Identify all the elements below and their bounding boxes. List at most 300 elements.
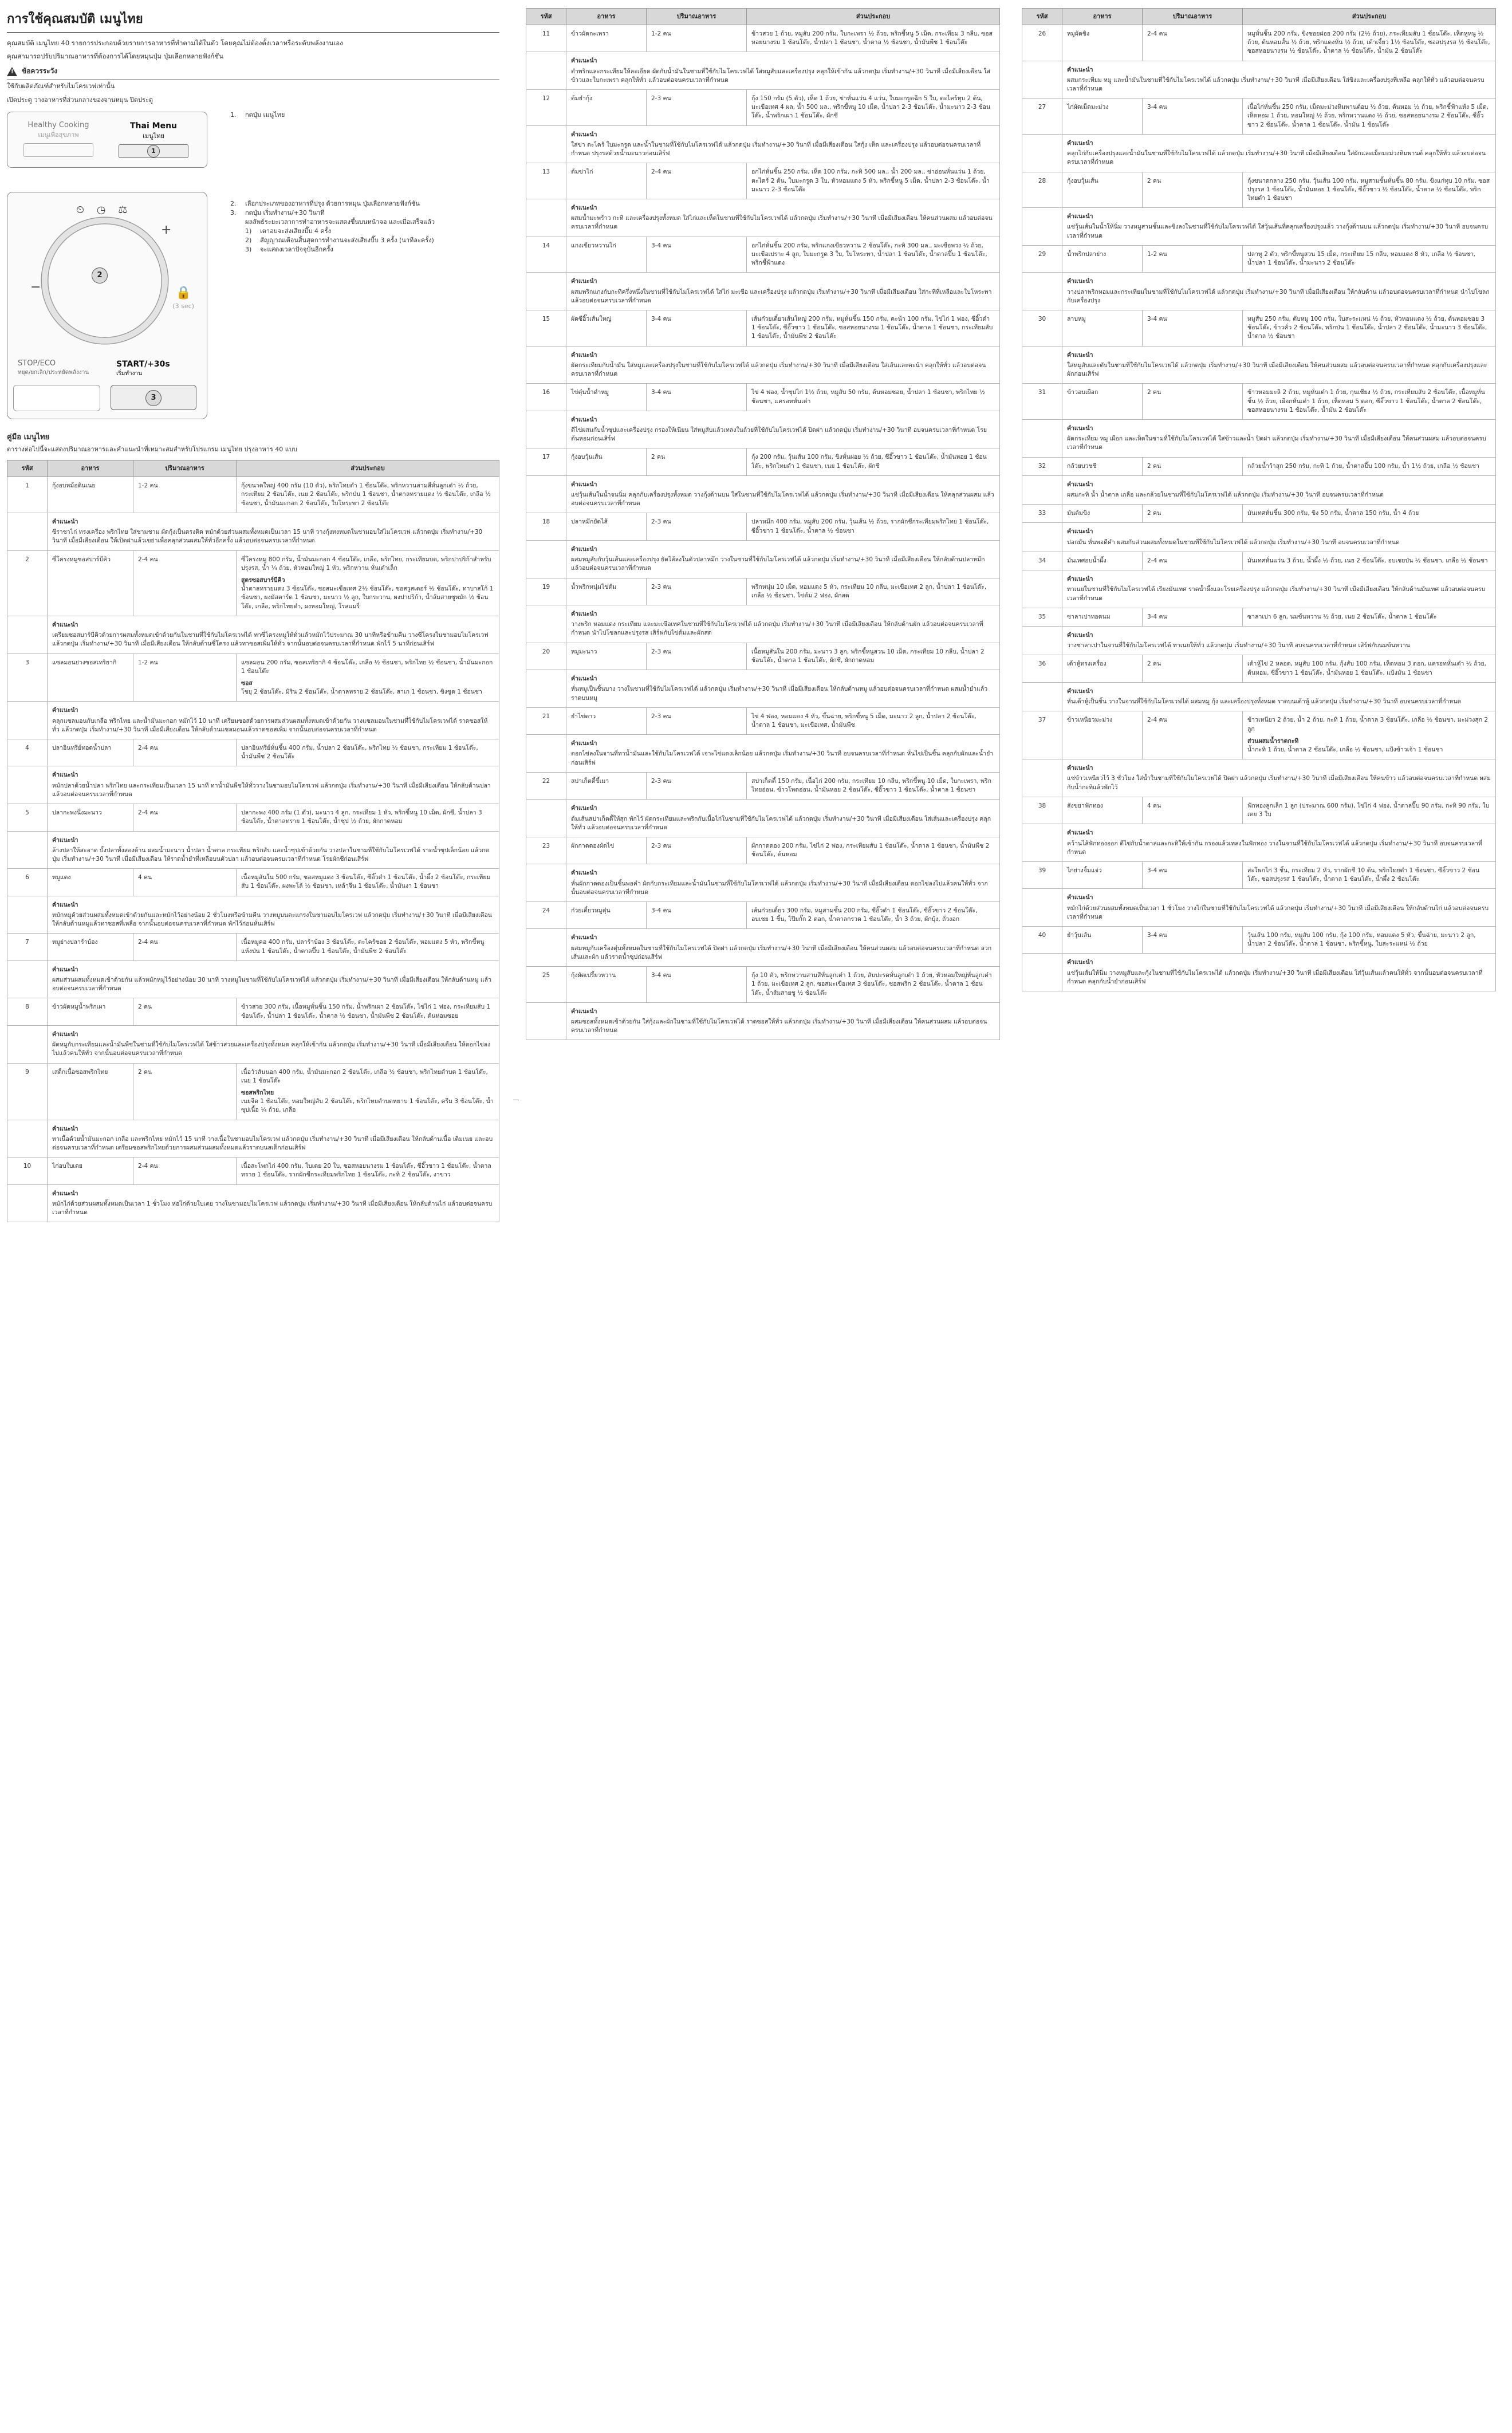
recipe-name: ต้มข่าไก่ xyxy=(566,163,647,199)
tip-text: ปอกมัน หั่นพอดีคำ ผสมกับส่วนผสมทั้งหมดในชามที่ใช้กับไมโครเวฟได้ แล้วกดปุ่ม เริ่มทำงาน/+30 วินาที อบจนครบเวลาที่กำหนด xyxy=(1067,538,1400,546)
table-row xyxy=(526,772,1000,799)
recipe-portion: 2 คน xyxy=(133,998,237,1025)
step-number: 1) xyxy=(245,227,252,235)
tip-row xyxy=(7,896,499,934)
ingredients-text: ข้าวหอมมะลิ 2 ถ้วย, หมูหั่นเต๋า 1 ถ้วย, กุนเชียง ½ ถ้วย, กระเทียมสับ 2 ช้อนโต๊ะ, เนื้อหมูหั่นชิ้น ½ ถ้วย, เผือกหั่นเต๋า 1 ถ้วย, เห็ดหอม 5 ดอก, ซีอิ๊วขาว 1 ช้อนโต๊ะ, น้ำตาล 2 ช้อนโต๊ะ, ซอสหอยนางรม 1 ช้อนโต๊ะ, น้ำมัน 2 ช้อนโต๊ะ xyxy=(1247,389,1485,414)
tip-spacer xyxy=(1022,682,1062,711)
tip-text: หมักหมูด้วยส่วนผสมทั้งหมดเข้าด้วยกันและหมักไว้อย่างน้อย 2 ชั่วโมงหรือข้ามคืน วางหมูบนตะแกรงในชามอบไมโครเวฟ แล้วกดปุ่ม เริ่มทำงาน/+30 วินาที เมื่อมีเสียงเตือน ให้กลับด้านหมูแล้วทาซอสที่เหลือ จากนั้นอบต่อจนครบเวลาที่กำหนด พักไว้ก่อนหั่นเสิร์ฟ xyxy=(52,911,492,928)
recipe-ingredients xyxy=(747,578,1000,605)
tip-row xyxy=(526,199,1000,237)
ingredients-subtext: เนยจืด 1 ช้อนโต๊ะ, หอมใหญ่สับ 2 ช้อนโต๊ะ, พริกไทยดำบดหยาบ 1 ช้อนโต๊ะ, ครีม 3 ช้อนโต๊ะ, น้ำซุปเนื้อ ¼ ถ้วย, เกลือ xyxy=(241,1098,494,1114)
minus-icon: − xyxy=(30,279,41,294)
tip-row xyxy=(1022,954,1496,991)
tip-text: ผสมกระเทียม หมู และน้ำมันในชามที่ใช้กับไมโครเวฟได้ แล้วกดปุ่ม เริ่มทำงาน/+30 วินาที เมื่อมีเสียงเตือน ใส่ขิงและเครื่องปรุงที่เหลือ คลุกให้ทั่ว แล้วอบต่อจนครบเวลาที่กำหนด xyxy=(1067,76,1485,93)
ingredients-text: ซาลาเปา 6 ลูก, นมข้นหวาน ½ ถ้วย, เนย 2 ช้อนโต๊ะ, น้ำตาล 1 ช้อนโต๊ะ xyxy=(1247,613,1437,620)
recipe-tip xyxy=(566,346,1000,384)
recipe-name: ยำวุ้นเส้น xyxy=(1062,927,1143,954)
recipe-name: ข้าวอบเผือก xyxy=(1062,384,1143,420)
recipe-ingredients xyxy=(1243,505,1496,523)
tip-spacer xyxy=(1022,273,1062,310)
table-row xyxy=(526,448,1000,475)
recipe-number: 40 xyxy=(1022,927,1062,954)
recipe-name: ข้าวผัดหมูน้ำพริกเผา xyxy=(48,998,133,1025)
recipe-name: ไก่อบใบเตย xyxy=(48,1158,133,1184)
tip-spacer xyxy=(7,702,48,739)
recipe-number: 31 xyxy=(1022,384,1062,420)
recipe-name: ก๋วยเตี๋ยวหมูตุ๋น xyxy=(566,902,647,929)
tip-row xyxy=(1022,208,1496,246)
tip-heading: คำแนะนำ xyxy=(571,351,597,359)
tip-text: ผสมหมูกับเครื่องตุ๋นทั้งหมดในชามที่ใช้กับไมโครเวฟได้ ปิดฝา แล้วกดปุ่ม เริ่มทำงาน/+30 วินาที เมื่อมีเสียงเตือน ให้คนส่วนผสม แล้วอบต่อจนครบเวลาที่กำหนด ลวกเส้นและผัก แล้วราดน้ำซุปก่อนเสิร์ฟ xyxy=(571,944,992,960)
tip-spacer xyxy=(526,540,566,578)
recipe-ingredients xyxy=(1243,711,1496,759)
tip-spacer xyxy=(7,1184,48,1222)
tip-row xyxy=(7,1184,499,1222)
recipe-ingredients xyxy=(1243,655,1496,682)
table-row xyxy=(1022,310,1496,346)
recipe-tip xyxy=(48,702,499,739)
table-row xyxy=(1022,99,1496,135)
tip-heading: คำแนะนำ xyxy=(571,545,597,553)
ingredients-text: เต้าหู้ไข่ 2 หลอด, หมูสับ 100 กรัม, กุ้งสับ 100 กรัม, เห็ดหอม 3 ดอก, แครอทหั่นเต๋า ½ ถ้วย, ต้นหอม, ซีอิ๊วขาว 1 ช้อนโต๊ะ, น้ำมันหอย 1 ช้อนโต๊ะ, แป้งมัน 1 ช้อนชา xyxy=(1247,660,1486,676)
lock-icon: 🔒 xyxy=(175,285,191,300)
recipe-ingredients xyxy=(747,513,1000,540)
tip-row xyxy=(526,125,1000,163)
tip-text: ผสมกะทิ น้ำ น้ำตาล เกลือ และกล้วยในชามที่ใช้กับไมโครเวฟได้ แล้วกดปุ่ม เริ่มทำงาน/+30 วินาที อบจนครบเวลาที่กำหนด xyxy=(1067,491,1384,499)
tip-spacer xyxy=(1022,759,1062,797)
recipe-tip xyxy=(1062,954,1496,991)
recipe-number: 12 xyxy=(526,90,566,126)
tip-text: ผสมพริกแกงกับกะทิครึ่งหนึ่งในชามที่ใช้กับไมโครเวฟได้ ใส่ไก่ มะเขือ และเครื่องปรุง แล้วกดปุ่ม เริ่มทำงาน/+30 วินาที เมื่อมีเสียงเตือน ใส่กะทิที่เหลือและใบโหระพา แล้วอบต่อจนครบเวลาที่กำหนด xyxy=(571,288,992,304)
recipe-portion: 3-4 คน xyxy=(1143,99,1243,135)
intro-block xyxy=(7,38,499,61)
start-label: START/+30s xyxy=(116,359,170,369)
ingredients-text: พริกหนุ่ม 10 เม็ด, หอมแดง 5 หัว, กระเทียม 10 กลีบ, มะเขือเทศ 2 ลูก, น้ำปลา 1 ช้อนโต๊ะ, เกลือ ½ ช้อนชา, ไข่ต้ม 2 ฟอง, ผักสด xyxy=(751,583,987,599)
recipe-name: หมูย่างปลาร้าบ้อง xyxy=(48,934,133,960)
thai-menu-button[interactable] xyxy=(119,144,188,158)
recipe-portion: 3-4 คน xyxy=(1143,861,1243,888)
table-row xyxy=(526,707,1000,734)
recipe-portion: 2-3 คน xyxy=(647,513,747,540)
tip-row xyxy=(1022,824,1496,862)
menu-table-3 xyxy=(1022,8,1496,991)
ingredients-text: เนื้อสะโพกไก่ 400 กรัม, ใบเตย 20 ใบ, ซอสหอยนางรม 1 ช้อนโต๊ะ, ซีอิ๊วขาว 1 ช้อนโต๊ะ, น้ำตาลทราย 1 ช้อนโต๊ะ, รากผักชีกระเทียมพริกไทย 1 ช้อนโต๊ะ, กะทิ 2 ช้อนโต๊ะ, งาขาว xyxy=(241,1163,491,1179)
tip-spacer xyxy=(1022,419,1062,457)
recipe-ingredients xyxy=(1243,99,1496,135)
tip-heading: คำแนะนำ xyxy=(571,611,597,617)
ingredients-text: สปาเก็ตตี้ 150 กรัม, เนื้อไก่ 200 กรัม, กระเทียม 10 กลีบ, พริกขี้หนู 10 เม็ด, ใบกะเพรา, พริกไทยอ่อน, ข้าวโพดอ่อน, น้ำมันหอย 2 ช้อนโต๊ะ, ซีอิ๊วขาว 1 ช้อนโต๊ะ, น้ำตาล 1 ช้อนชา xyxy=(751,777,991,794)
recipe-name: สปาเก็ตตี้ขี้เมา xyxy=(566,772,647,799)
recipe-number: 2 xyxy=(7,550,48,616)
recipe-number: 27 xyxy=(1022,99,1062,135)
ingredients-text: เส้นก๋วยเตี๋ยว 300 กรัม, หมูสามชั้น 200 กรัม, ซีอิ๊วดำ 1 ช้อนโต๊ะ, ซีอิ๊วขาว 2 ช้อนโต๊ะ, อบเชย 1 ชิ้น, โป๊ยกั๊ก 2 ดอก, น้ำตาลกรวด 1 ช้อนโต๊ะ, น้ำ 3 ถ้วย, ผักบุ้ง, ถั่วงอก xyxy=(751,907,978,923)
recipe-portion: 2-4 คน xyxy=(1143,25,1243,61)
caution-title: ข้อควรระวัง xyxy=(22,67,58,76)
recipe-portion: 2-4 คน xyxy=(133,934,237,960)
recipe-tip xyxy=(1062,627,1496,655)
tip-heading: คำแนะนำ xyxy=(1067,66,1093,73)
tip-heading: คำแนะนำ xyxy=(1067,829,1093,837)
thai-menu-sub: เมนูไทย xyxy=(143,132,164,140)
ingredients-text: ปลาหมึก 400 กรัม, หมูสับ 200 กรัม, วุ้นเส้น ½ ถ้วย, รากผักชีกระเทียมพริกไทย 1 ช้อนโต๊ะ, ซีอิ๊วขาว 1 ช้อนโต๊ะ, น้ำตาล ½ ช้อนชา xyxy=(751,518,989,534)
table-row xyxy=(7,934,499,960)
tip-text: ผัดกระเทียมกับน้ำมัน ใส่หมูและเครื่องปรุงในชามที่ใช้กับไมโครเวฟได้ แล้วกดปุ่ม เริ่มทำงาน/+30 วินาที เมื่อมีเสียงเตือน ใส่เส้นและคะน้า คลุกให้ทั่ว แล้วอบต่อจนครบเวลาที่กำหนด xyxy=(571,361,986,378)
recipe-number: 33 xyxy=(1022,505,1062,523)
tip-row xyxy=(1022,61,1496,99)
recipe-name: กุ้งอบหม้อดินเนย xyxy=(48,477,133,513)
table-row xyxy=(1022,25,1496,61)
recipe-tip xyxy=(566,199,1000,237)
tip-heading: คำแนะนำ xyxy=(1067,687,1093,695)
tip-row xyxy=(526,605,1000,643)
recipe-portion: 2 คน xyxy=(1143,172,1243,208)
recipe-portion: 2-3 คน xyxy=(647,643,747,670)
table-row xyxy=(526,967,1000,1003)
recipe-name: เต้าหู้ทรงเครื่อง xyxy=(1062,655,1143,682)
tip-text: แช่วุ้นเส้นในน้ำจนนิ่ม คลุกกับเครื่องปรุงทั้งหมด วางกุ้งด้านบน ใส่ในชามที่ใช้กับไมโครเวฟได้ แล้วกดปุ่ม เริ่มทำงาน/+30 วินาที เมื่อมีเสียงเตือน ให้คลุกส่วนผสม แล้วอบต่อจนครบเวลาที่กำหนด xyxy=(571,491,994,507)
tip-row xyxy=(1022,570,1496,608)
tip-text: หั่นผักกาดดองเป็นชิ้นพอคำ ผัดกับกระเทียมและน้ำมันในชามที่ใช้กับไมโครเวฟได้ แล้วกดปุ่ม เริ่มทำงาน/+30 วินาที เมื่อมีเสียงเตือน ตอกไข่ลงไปแล้วคนให้ทั่ว จากนั้นอบต่อจนครบเวลาที่กำหนด xyxy=(571,880,988,896)
tip-row xyxy=(526,864,1000,902)
recipe-number: 35 xyxy=(1022,608,1062,626)
tip-heading: คำแนะนำ xyxy=(52,901,78,908)
recipe-ingredients xyxy=(237,653,499,702)
recipe-ingredients xyxy=(1243,457,1496,475)
recipe-ingredients xyxy=(747,837,1000,864)
manual-intro: ตารางต่อไปนี้จะแสดงปริมาณอาหารและคำแนะนำที่เหมาะสมสำหรับโปรแกรม เมนูไทย ปรุงอาหาร 40 แบบ xyxy=(7,446,297,454)
recipe-tip xyxy=(48,831,499,869)
tip-spacer xyxy=(1022,627,1062,655)
warning-icon xyxy=(7,67,17,76)
ingredients-subheading: ซอสพริกไทย xyxy=(241,1089,274,1096)
ingredients-subtext: โชยุ 2 ช้อนโต๊ะ, มิริน 2 ช้อนโต๊ะ, น้ำตาลทราย 2 ช้อนโต๊ะ, สาเก 1 ช้อนชา, ขิงขูด 1 ช้อนชา xyxy=(241,688,482,696)
recipe-ingredients xyxy=(1243,797,1496,824)
tip-heading: คำแนะนำ xyxy=(52,771,78,779)
tip-heading: คำแนะนำ xyxy=(571,805,597,812)
tip-heading: คำแนะนำ xyxy=(1067,894,1093,901)
ingredients-text: กุ้ง 150 กรัม (5 ตัว), เห็ด 1 ถ้วย, ข่าหั่นแว่น 4 แว่น, ใบมะกรูดฉีก 5 ใบ, ตะไคร้ทุบ 2 ต้น, มะเขือเทศ 4 ผล, น้ำ 500 มล., พริกขี้หนู 10 เม็ด, น้ำปลา 2-3 ช้อนโต๊ะ, น้ำมะนาว 2-3 ช้อนโต๊ะ, น้ำพริกเผา 1 ช้อนโต๊ะ, ผักชี xyxy=(751,95,991,120)
manual-title: คู่มือ เมนูไทย xyxy=(7,432,50,442)
tip-text: วางพริก หอมแดง กระเทียม และมะเขือเทศในชามที่ใช้กับไมโครเวฟได้ แล้วกดปุ่ม เริ่มทำงาน/+30 วินาที เมื่อมีเสียงเตือน ให้กลับด้านผัก แล้วอบต่อจนครบเวลาที่กำหนด นำไปโขลกและปรุงรส เสิร์ฟกับไข่ต้มและผักสด xyxy=(571,621,983,637)
header-portion: ปริมาณอาหาร xyxy=(133,460,237,477)
tip-spacer xyxy=(1022,824,1062,862)
tip-heading: คำแนะนำ xyxy=(52,966,78,973)
recipe-portion: 3-4 คน xyxy=(1143,927,1243,954)
recipe-tip xyxy=(48,1025,499,1063)
ingredients-text: ฟักทองลูกเล็ก 1 ลูก (ประมาณ 600 กรัม), ไข่ไก่ 4 ฟอง, น้ำตาลปี๊บ 90 กรัม, กะทิ 90 กรัม, ใบเตย 3 ใบ xyxy=(1247,802,1490,818)
tip-text: ผสมส่วนผสมทั้งหมดเข้าด้วยกัน แล้วหมักหมูไว้อย่างน้อย 30 นาที วางหมูในชามที่ใช้กับไมโครเวฟได้ แล้วกดปุ่ม เริ่มทำงาน/+30 วินาที เมื่อมีเสียงเตือน ให้กลับด้านหมู แล้วอบต่อจนครบเวลาที่กำหนด xyxy=(52,976,491,993)
recipe-ingredients xyxy=(1243,310,1496,346)
table-row xyxy=(7,653,499,702)
recipe-tip xyxy=(566,540,1000,578)
ingredients-text: สะโพกไก่ 3 ชิ้น, กระเทียม 2 หัว, รากผักชี 10 ต้น, พริกไทยดำ 1 ช้อนชา, ซีอิ๊วขาว 2 ช้อนโต๊ะ, ซอสปรุงรส 1 ช้อนโต๊ะ, น้ำตาล 1 ช้อนโต๊ะ, น้ำผึ้ง 2 ช้อนโต๊ะ xyxy=(1247,867,1480,883)
recipe-ingredients xyxy=(237,934,499,960)
ingredients-text: ข้าวสวย 300 กรัม, เนื้อหมูหั่นชิ้น 150 กรัม, น้ำพริกเผา 2 ช้อนโต๊ะ, ไข่ไก่ 1 ฟอง, กระเทียมสับ 1 ช้อนโต๊ะ, น้ำปลา 1 ช้อนโต๊ะ, น้ำตาล ½ ช้อนชา, น้ำมันพืช 2 ช้อนโต๊ะ, ต้นหอมซอย xyxy=(241,1003,491,1019)
table-row xyxy=(7,1063,499,1120)
recipe-ingredients xyxy=(237,739,499,766)
multi-function-dial[interactable] xyxy=(42,218,168,344)
tip-heading: คำแนะนำ xyxy=(1067,576,1093,583)
recipe-tip xyxy=(48,960,499,998)
tip-text: ทาเนื้อด้วยน้ำมันมะกอก เกลือ และพริกไทย หมักไว้ 15 นาที วางเนื้อในชามอบไมโครเวฟ แล้วกดปุ่ม เริ่มทำงาน/+30 วินาที เมื่อมีเสียงเตือน ให้กลับด้านเนื้อ เติมเนย และอบต่อจนครบเวลาที่กำหนด เตรียมซอสพริกไทยด้วยการผสมส่วนผสมทั้งหมดแล้วราดบนสเต็กก่อนเสิร์ฟ xyxy=(52,1135,493,1152)
tip-heading: คำแนะนำ xyxy=(571,934,597,942)
recipe-name: ลาบหมู xyxy=(1062,310,1143,346)
header-no: รหัส xyxy=(7,460,48,477)
recipe-portion: 1-2 คน xyxy=(1143,245,1243,272)
recipe-portion: 3-4 คน xyxy=(647,967,747,1003)
recipe-portion: 2-4 คน xyxy=(1143,552,1243,570)
recipe-portion: 2 คน xyxy=(133,1063,237,1120)
recipe-tip xyxy=(1062,475,1496,504)
table-row xyxy=(1022,608,1496,626)
healthy-cooking-button[interactable] xyxy=(23,143,93,157)
recipe-ingredients xyxy=(237,1158,499,1184)
recipe-tip xyxy=(48,766,499,804)
recipe-ingredients xyxy=(1243,861,1496,888)
recipe-number: 8 xyxy=(7,998,48,1025)
recipe-ingredients xyxy=(237,1063,499,1120)
tip-text: ตำพริกและกระเทียมให้ละเอียด ผัดกับน้ำมันในชามที่ใช้กับไมโครเวฟได้ ใส่หมูสับและเครื่องปรุง คลุกให้เข้ากัน แล้วกดปุ่ม เริ่มทำงาน/+30 วินาที เมื่อมีเสียงเตือน ใส่ข้าวและใบกะเพรา คลุกให้ทั่ว แล้วอบต่อจนครบเวลาที่กำหนด xyxy=(571,68,991,84)
tip-spacer xyxy=(526,346,566,384)
tip-row xyxy=(526,540,1000,578)
tip-spacer xyxy=(1022,134,1062,172)
recipe-number: 15 xyxy=(526,310,566,346)
header-no: รหัส xyxy=(1022,9,1062,25)
recipe-portion: 2-4 คน xyxy=(1143,711,1243,759)
start-sub: เริ่มทำงาน xyxy=(116,370,142,377)
ingredients-text: เนื้อหมูสันใน 500 กรัม, ซอสหมูแดง 3 ช้อนโต๊ะ, ซีอิ๊วดำ 1 ช้อนโต๊ะ, น้ำผึ้ง 2 ช้อนโต๊ะ, กระเทียมสับ 1 ช้อนโต๊ะ, ผงพะโล้ ½ ช้อนชา, เหล้าจีน 1 ช้อนโต๊ะ, น้ำมันงา 1 ช้อนชา xyxy=(241,874,491,890)
tip-row xyxy=(1022,627,1496,655)
recipe-number: 18 xyxy=(526,513,566,540)
recipe-ingredients xyxy=(747,384,1000,411)
ingredients-text: เนื้อวัวสันนอก 400 กรัม, น้ำมันมะกอก 2 ช้อนโต๊ะ, เกลือ ½ ช้อนชา, พริกไทยดำบด 1 ช้อนโต๊ะ, เนย 1 ช้อนโต๊ะ xyxy=(241,1068,488,1084)
tip-spacer xyxy=(526,199,566,237)
recipe-ingredients xyxy=(1243,608,1496,626)
step-item xyxy=(230,111,494,120)
recipe-portion: 3-4 คน xyxy=(647,902,747,929)
recipe-tip xyxy=(1062,889,1496,927)
start-button[interactable] xyxy=(111,385,196,410)
menu-table-1 xyxy=(7,460,499,1222)
table-header-row xyxy=(526,9,1000,25)
recipe-portion: 2-4 คน xyxy=(647,163,747,199)
recipe-ingredients xyxy=(747,90,1000,126)
table-row xyxy=(526,513,1000,540)
recipe-number: 19 xyxy=(526,578,566,605)
tip-row xyxy=(7,1025,499,1063)
ingredients-text: กุ้ง 10 ตัว, พริกหวานสามสีหั่นลูกเต๋า 1 ถ้วย, สับปะรดหั่นลูกเต๋า 1 ถ้วย, หัวหอมใหญ่หั่นลูกเต๋า 1 ถ้วย, มะเขือเทศ 2 ลูก, ซอสมะเขือเทศ 3 ช้อนโต๊ะ, ซอสพริก 2 ช้อนโต๊ะ, น้ำตาล 1 ช้อนโต๊ะ, น้ำส้มสายชู ½ ช้อนโต๊ะ xyxy=(751,972,992,997)
recipe-portion: 2-3 คน xyxy=(647,578,747,605)
tip-spacer xyxy=(1022,475,1062,504)
recipe-ingredients xyxy=(237,804,499,831)
tip-text: ซีราชาไก่ ทรงเครื่อง พริกไทย ใส่ชามชาม ผัดกุ้งเป็นตรงติด หมักด้วยส่วนผสมทั้งหมดเป็นเวลา 15 นาที วางกุ้งทงหมดในชามอบใส่ไมโครเวฟ แล้วกดปุ่ม เริ่มทำงาน/+30 วินาที เมื่อมีเสียงเตือน ให้เปิดฝาแล้วเขย่าเพื่อคลุกส่วนผสมให้ทั่วอีกครั้ง แล้วอบต่อจนครบเวลาที่กำหนด xyxy=(52,529,483,545)
tip-spacer xyxy=(1022,889,1062,927)
recipe-number: 9 xyxy=(7,1063,48,1120)
table-row xyxy=(7,550,499,616)
ingredients-text: ข้าวสวย 1 ถ้วย, หมูสับ 200 กรัม, ใบกะเพรา ½ ถ้วย, พริกขี้หนู 5 เม็ด, กระเทียม 3 กลีบ, ซอสหอยนางรม 1 ช้อนโต๊ะ, น้ำปลา 1 ช้อนชา, น้ำตาล ½ ช้อนชา, น้ำมันพืช 1 ช้อนโต๊ะ xyxy=(751,30,993,46)
recipe-portion: 2-3 คน xyxy=(647,707,747,734)
ingredients-subheading: ส่วนผสมน้ำราดกะทิ xyxy=(1247,737,1299,745)
healthy-cooking-sub: เมนูเพื่อสุขภาพ xyxy=(38,131,79,139)
recipe-ingredients xyxy=(237,998,499,1025)
header-food: อาหาร xyxy=(1062,9,1143,25)
tip-heading: คำแนะนำ xyxy=(1067,213,1093,221)
healthy-cooking-label: Healthy Cooking xyxy=(27,120,89,129)
tip-spacer xyxy=(526,605,566,643)
ingredients-text: ไข่ 4 ฟอง, หอมแดง 4 หัว, ขึ้นฉ่าย, พริกขี้หนู 5 เม็ด, มะนาว 2 ลูก, น้ำปลา 2 ช้อนโต๊ะ, น้ำตาล 1 ช้อนชา, มะเขือเทศ, น้ำมันพืช xyxy=(751,712,976,729)
header-ingredients: ส่วนประกอบ xyxy=(747,9,1000,25)
tip-heading: คำแนะนำ xyxy=(571,675,597,683)
tip-heading: คำแนะนำ xyxy=(52,836,78,844)
tip-text: ตีไข่ผสมกับน้ำซุปและเครื่องปรุง กรองให้เนียน ใส่หมูสับแล้วเทลงในถ้วยที่ใช้กับไมโครเวฟได้ ปิดฝา แล้วกดปุ่ม เริ่มทำงาน/+30 วินาที อบจนครบเวลาที่กำหนด โรยต้นหอมก่อนเสิร์ฟ xyxy=(571,426,987,443)
step-text: จะแสดงเวลาปัจจุบันอีกครั้ง xyxy=(260,246,333,254)
recipe-name: กุ้งอบวุ้นเส้น xyxy=(566,448,647,475)
tip-text: หั่นเต้าหู้เป็นชิ้น วางในจานที่ใช้กับไมโครเวฟได้ ผสมหมู กุ้ง และเครื่องปรุงทั้งหมด ราดบนเต้าหู้ แล้วกดปุ่ม เริ่มทำงาน/+30 วินาที อบจนครบเวลาที่กำหนด xyxy=(1067,698,1462,706)
tip-heading: คำแนะนำ xyxy=(1067,278,1093,285)
ingredients-text: อกไก่หั่นชิ้น 200 กรัม, พริกแกงเขียวหวาน 2 ช้อนโต๊ะ, กะทิ 300 มล., มะเขือพวง ½ ถ้วย, มะเขือเปราะ 4 ลูก, ใบมะกรูด 3 ใบ, ใบโหระพา, น้ำปลา 1 ช้อนโต๊ะ, น้ำตาลปี๊บ 1 ช้อนโต๊ะ, พริกชี้ฟ้าแดง xyxy=(751,242,987,267)
ingredients-text: หมูหั่นชิ้น 200 กรัม, ขิงซอยฝอย 200 กรัม (2½ ถ้วย), กระเทียมสับ 1 ช้อนโต๊ะ, เห็ดหูหนู ½ ถ้วย, ต้นหอมสั้น ½ ถ้วย, พริกแดงหั่น ½ ถ้วย, เต้าเจี้ยว 1½ ช้อนโต๊ะ, ซอสปรุงรส ½ ช้อนโต๊ะ, ซอสหอยนางรม ½ ช้อนโต๊ะ, น้ำตาล ½ ช้อนโต๊ะ, น้ำมัน 2 ช้อนโต๊ะ xyxy=(1247,30,1490,55)
step-item xyxy=(230,227,494,236)
tip-spacer xyxy=(7,960,48,998)
recipe-ingredients xyxy=(1243,552,1496,570)
recipe-tip xyxy=(566,735,1000,773)
recipe-tip xyxy=(566,605,1000,643)
tip-heading: คำแนะนำ xyxy=(571,57,597,65)
table-row xyxy=(526,90,1000,126)
recipe-name: ไก่ผัดเม็ดมะม่วง xyxy=(1062,99,1143,135)
recipe-tip xyxy=(1062,824,1496,862)
recipe-ingredients xyxy=(747,237,1000,273)
tip-row xyxy=(7,831,499,869)
mode-selector-panel xyxy=(7,112,207,168)
step-number: 3. xyxy=(230,209,237,217)
recipe-number: 17 xyxy=(526,448,566,475)
recipe-portion: 3-4 คน xyxy=(647,384,747,411)
recipe-tip xyxy=(566,1002,1000,1040)
recipe-portion: 3-4 คน xyxy=(647,237,747,273)
tip-row xyxy=(1022,889,1496,927)
recipe-name: ข้าวเหนียวมะม่วง xyxy=(1062,711,1143,759)
tip-spacer xyxy=(526,411,566,448)
tip-text: ล้างปลาให้สะอาด บั้งปลาทั้งสองด้าน ผสมน้ำมะนาว น้ำปลา น้ำตาล กระเทียม พริกสับ และน้ำซุปเข้าด้วยกัน วางปลาในชามที่ใช้กับไมโครเวฟได้ ราดน้ำซุปเล็กน้อย แล้วกดปุ่ม เริ่มทำงาน/+30 วินาที เมื่อมีเสียงเตือน ให้ราดน้ำยำที่เหลือบนตัวปลา แล้วอบต่อจนครบเวลาที่กำหนด โรยผักชีก่อนเสิร์ฟ xyxy=(52,847,490,863)
tip-text: เตรียมซอสบาร์บีคิวด้วยการผสมทั้งหมดเข้าด้วยกันในชามที่ใช้กับไมโครเวฟได้ ทาซี่โครงหมูให้ทั่วแล้วหมักไว้ประมาณ 30 นาทีหรือข้ามคืน วางซี่โครงในชามอบไมโครเวฟ แล้วกดปุ่ม เริ่มทำงาน/+30 วินาที เมื่อมีเสียงเตือน ให้กลับด้านซี่โครง แล้วทาซอสเพิ่มให้ทั่ว จากนั้นอบต่อจนครบเวลาที่กำหนด พักไว้ 5 นาทีก่อนเสิร์ฟ xyxy=(52,632,489,648)
recipe-ingredients xyxy=(747,967,1000,1003)
tip-spacer xyxy=(526,475,566,513)
recipe-name: ปลาหมึกยัดไส้ xyxy=(566,513,647,540)
header-food: อาหาร xyxy=(566,9,647,25)
recipe-name: กุ้งผัดเปรี้ยวหวาน xyxy=(566,967,647,1003)
stop-eco-button[interactable] xyxy=(13,385,100,411)
step-item xyxy=(230,199,494,208)
recipe-portion: 2-4 คน xyxy=(133,804,237,831)
recipe-ingredients xyxy=(747,163,1000,199)
recipe-name: ผักกาดดองผัดไข่ xyxy=(566,837,647,864)
recipe-name: กล้วยบวชชี xyxy=(1062,457,1143,475)
tip-row xyxy=(1022,134,1496,172)
ingredients-text: ไข่ 4 ฟอง, น้ำซุปไก่ 1½ ถ้วย, หมูสับ 50 กรัม, ต้นหอมซอย, น้ำปลา 1 ช้อนชา, พริกไทย ½ ช้อนชา, แครอทหั่นเต๋า xyxy=(751,389,985,405)
ingredients-text: วุ้นเส้น 100 กรัม, หมูสับ 100 กรัม, กุ้ง 100 กรัม, หอมแดง 5 หัว, ขึ้นฉ่าย, มะนาว 2 ลูก, น้ำปลา 2 ช้อนโต๊ะ, น้ำตาล 1 ช้อนชา, พริกขี้หนู, ใบสะระแหน่ ½ ถ้วย xyxy=(1247,932,1476,948)
recipe-tip xyxy=(1062,61,1496,99)
tip-row xyxy=(7,960,499,998)
step-badge-1: 1 xyxy=(147,145,160,158)
recipe-ingredients xyxy=(237,550,499,616)
tip-heading: คำแนะนำ xyxy=(1067,765,1093,772)
tip-heading: คำแนะนำ xyxy=(1067,351,1093,359)
table-row xyxy=(526,310,1000,346)
tip-text: คว้านไส้ฟักทองออก ตีไข่กับน้ำตาลและกะทิให้เข้ากัน กรองแล้วเทลงในฟักทอง วางในจานที่ใช้กับไมโครเวฟได้ แล้วกดปุ่ม เริ่มทำงาน/+30 วินาที อบจนครบเวลาที่กำหนด xyxy=(1067,840,1482,856)
ingredients-text: อกไก่หั่นชิ้น 250 กรัม, เห็ด 100 กรัม, กะทิ 500 มล., น้ำ 200 มล., ข่าอ่อนหั่นแว่น 1 ถ้วย, ตะไคร้ 2 ต้น, ใบมะกรูด 3 ใบ, หัวหอมแดง 5 หัว, พริกขี้หนู 5 เม็ด, น้ำปลา 2-3 ช้อนโต๊ะ, น้ำมะนาว 2-3 ช้อนโต๊ะ xyxy=(751,168,990,193)
recipe-name: ข้าวผัดกะเพรา xyxy=(566,25,647,52)
tip-heading: คำแนะนำ xyxy=(571,869,597,877)
recipe-tip xyxy=(1062,273,1496,310)
recipe-number: 25 xyxy=(526,967,566,1003)
column-middle xyxy=(526,8,1000,1040)
recipe-portion: 2 คน xyxy=(1143,655,1243,682)
tip-text: ผสมซอสทั้งหมดเข้าด้วยกัน ใส่กุ้งและผักในชามที่ใช้กับไมโครเวฟได้ ราดซอสให้ทั่ว แล้วกดปุ่ม เริ่มทำงาน/+30 วินาที เมื่อมีเสียงเตือน ให้คนส่วนผสม แล้วอบต่อจนครบเวลาที่กำหนด xyxy=(571,1018,987,1034)
tip-row xyxy=(526,800,1000,837)
tip-heading: คำแนะนำ xyxy=(1067,139,1093,147)
tip-row xyxy=(526,273,1000,310)
tip-heading: คำแนะนำ xyxy=(1067,959,1093,966)
ingredients-text: ปลาอินทรีย์หั่นชิ้น 400 กรัม, น้ำปลา 2 ช้อนโต๊ะ, พริกไทย ½ ช้อนชา, กระเทียม 1 ช้อนโต๊ะ, น้ำมันพืช 2 ช้อนโต๊ะ xyxy=(241,745,478,761)
tip-spacer xyxy=(1022,523,1062,552)
recipe-portion: 2-3 คน xyxy=(647,772,747,799)
recipe-ingredients xyxy=(1243,25,1496,61)
tip-spacer xyxy=(1022,61,1062,99)
recipe-portion: 1-2 คน xyxy=(133,653,237,702)
recipe-name: มันเทศอบน้ำผึ้ง xyxy=(1062,552,1143,570)
recipe-portion: 1-2 คน xyxy=(133,477,237,513)
recipe-number: 4 xyxy=(7,739,48,766)
ingredients-text: เนื้อไก่หั่นชิ้น 250 กรัม, เม็ดมะม่วงหิมพานต์อบ ½ ถ้วย, ต้นหอม ½ ถ้วย, พริกชี้ฟ้าแห้ง 5 เม็ด, เห็ดหอม 1 ถ้วย, หอมใหญ่ ½ ถ้วย, พริกหวานแดง ½ ถ้วย, ซอสหอยนางรม 2 ช้อนโต๊ะ, ซีอิ๊วขาว 2 ช้อนโต๊ะ, น้ำตาล 1 ช้อนโต๊ะ, น้ำมัน 1 ช้อนโต๊ะ xyxy=(1247,104,1489,128)
recipe-ingredients xyxy=(747,310,1000,346)
tip-row xyxy=(526,52,1000,90)
table-row xyxy=(526,237,1000,273)
tip-row xyxy=(526,411,1000,448)
recipe-name: ปลากะพงนึ่งมะนาว xyxy=(48,804,133,831)
recipe-portion: 3-4 คน xyxy=(647,310,747,346)
recipe-number: 13 xyxy=(526,163,566,199)
steps-list xyxy=(230,112,494,255)
table-row xyxy=(7,804,499,831)
tip-row xyxy=(526,670,1000,708)
recipe-name: ยำไข่ดาว xyxy=(566,707,647,734)
tip-heading: คำแนะนำ xyxy=(1067,481,1093,488)
tip-spacer xyxy=(7,1120,48,1158)
recipe-ingredients xyxy=(747,707,1000,734)
recipe-tip xyxy=(48,1184,499,1222)
recipe-portion: 3-4 คน xyxy=(1143,310,1243,346)
header-portion: ปริมาณอาหาร xyxy=(647,9,747,25)
ingredients-text: กล้วยน้ำว้าสุก 250 กรัม, กะทิ 1 ถ้วย, น้ำตาลปี๊บ 100 กรัม, น้ำ 1½ ถ้วย, เกลือ ½ ช้อนชา xyxy=(1247,462,1479,470)
tip-heading: คำแนะนำ xyxy=(52,707,78,714)
recipe-number: 39 xyxy=(1022,861,1062,888)
healthy-cooking-mode xyxy=(15,120,101,158)
header-portion: ปริมาณอาหาร xyxy=(1143,9,1243,25)
table-row xyxy=(7,998,499,1025)
tip-spacer xyxy=(7,766,48,804)
caution-text: ใช้กับผลิตภัณฑ์สำหรับไมโครเวฟเท่านั้น xyxy=(7,79,499,91)
tip-text: ผสมหมูสับกับวุ้นเส้นและเครื่องปรุง ยัดไส้ลงในตัวปลาหมึก วางในชามที่ใช้กับไมโครเวฟได้ แล้วกดปุ่ม เริ่มทำงาน/+30 วินาที เมื่อมีเสียงเตือน ให้กลับด้านปลาหมึก แล้วอบต่อจนครบเวลาที่กำหนด xyxy=(571,556,985,572)
recipe-name: สังขยาฟักทอง xyxy=(1062,797,1143,824)
tip-row xyxy=(1022,419,1496,457)
recipe-ingredients xyxy=(1243,927,1496,954)
tip-text: หมักปลาด้วยน้ำปลา พริกไทย และกระเทียมเป็นเวลา 15 นาที ทาน้ำมันพืชให้ทั่ววางในชามอบไมโครเวฟ แล้วกดปุ่ม เริ่มทำงาน/+30 วินาที เมื่อมีเสียงเตือน ให้กลับด้านปลา แล้วอบต่อจนครบเวลาที่กำหนด xyxy=(52,782,491,798)
recipe-number: 16 xyxy=(526,384,566,411)
ingredients-subtext: น้ำกะทิ 1 ถ้วย, น้ำตาล 2 ช้อนโต๊ะ, เกลือ ½ ช้อนชา, แป้งข้าวเจ้า 1 ช้อนชา xyxy=(1247,746,1443,753)
tip-text: วางปลาพริกหอมและกระเทียมในชามที่ใช้กับไมโครเวฟได้ แล้วกดปุ่ม เริ่มทำงาน/+30 วินาที เมื่อมีเสียงเตือน ให้กลับด้าน แล้วอบต่อจนครบเวลาที่กำหนด นำไปโขลกกับเครื่องปรุง xyxy=(1067,288,1490,304)
tip-heading: คำแนะนำ xyxy=(571,131,597,138)
